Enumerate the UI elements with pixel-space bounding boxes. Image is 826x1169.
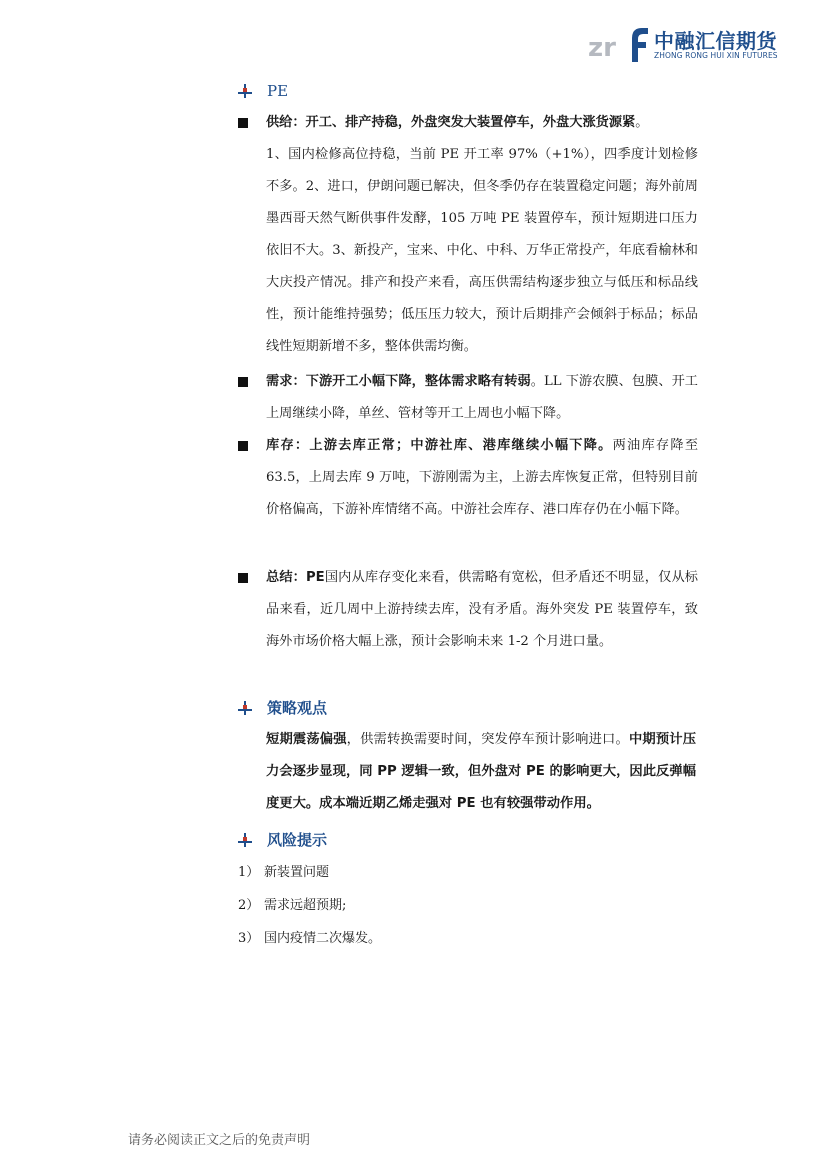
inventory-body: 两油库存降至 63.5，上周去库 9 万吨，下游刚需为主，上游去库恢复正常，但特别目前价格偏高，下游补库情绪不高。中游社会库存、港口库存仍在小幅下降。 <box>266 438 699 517</box>
risk-item: 2） 需求远超预期; <box>238 898 347 913</box>
risk-item: 1） 新装置问题 <box>238 865 330 880</box>
cross-pointer-icon <box>238 84 252 98</box>
cross-pointer-icon <box>238 701 252 715</box>
demand-body: 。LL 下游农膜、包膜、开工上周继续小降，单丝、管材等开工上周也小幅下降。 <box>266 374 698 421</box>
bullet-square-icon <box>238 573 248 583</box>
strategy-paragraph <box>266 724 696 820</box>
strategy-mid-term: 中期预计压力会逐步显现，同 PP 逻辑一致，但外盘对 PE 的影响更大，因此反弹幅度更大。成本端近期乙烯走强对 PE 也有较强带动作用。 <box>266 732 697 811</box>
summary-lead: 总结：PE <box>266 570 325 585</box>
bullet-square-icon <box>238 441 248 451</box>
summary-paragraph <box>266 562 698 658</box>
inventory-lead: 库存：上游去库正常；中游社库、港库继续小幅下降。 <box>266 438 613 453</box>
zrf-logo-mark-icon <box>588 22 650 64</box>
supply-body: 1、国内检修高位持稳，当前 PE 开工率 97%（+1%），四季度计划检修不多。2、进口，伊朗问题已解决，但冬季仍存在装置稳定问题；海外前周墨西哥天然气断供事件发酵，105 万吨 PE 装置停车，预计短期进口压力依旧不大。3、新投产，宝来、中化、中科、万华正常投产，年底看榆林和大庆投产情况。排产和投产来看，高压供需结构逐步独立与低压和标品线性，预计能维持强势；低压压力较大，预计后期排产会倾斜于标品；标品线性短期新增不多，整体供需均衡。 <box>266 147 698 354</box>
strategy-short-term: 短期震荡偏强 <box>266 732 347 747</box>
company-logo <box>588 22 788 66</box>
section-heading-strategy <box>238 697 327 718</box>
section-heading-pe <box>238 82 288 100</box>
company-name-en: ZHONG RONG HUI XIN FUTURES <box>654 51 778 60</box>
demand-lead: 需求：下游开工小幅下降，整体需求略有转弱 <box>266 374 531 389</box>
strategy-title: 策略观点 <box>267 699 328 717</box>
pe-title: PE <box>267 82 289 100</box>
risk-item: 3） 国内疫情二次爆发。 <box>238 931 382 946</box>
bullet-square-icon <box>238 118 248 128</box>
bullet-square-icon <box>238 377 248 387</box>
inventory-paragraph <box>266 430 698 526</box>
section-heading-risk <box>238 829 327 850</box>
demand-paragraph <box>266 366 698 430</box>
cross-pointer-icon <box>238 833 252 847</box>
svg-text:zr: zr <box>588 33 616 63</box>
risk-title: 风险提示 <box>267 831 328 849</box>
footer-disclaimer: 请务必阅读正文之后的免责声明 <box>128 1133 311 1148</box>
summary-body: 国内从库存变化来看，供需略有宽松，但矛盾还不明显，仅从标品来看，近几周中上游持续去库，没有矛盾。海外突发 PE 装置停车，致海外市场价格大幅上涨，预计会影响未来 1-2 个月进口量。 <box>266 570 698 649</box>
supply-lead: 供给：开工、排产持稳，外盘突发大装置停车，外盘大涨货源紧 <box>266 115 636 130</box>
company-name: 中融汇信期货 <box>654 29 777 53</box>
strategy-normal-text: ，供需转换需要时间，突发停车预计影响进口。 <box>346 732 629 747</box>
supply-paragraph: 供给：开工、排产持稳，外盘突发大装置停车，外盘大涨货源紧。 1、国内检修高位持稳，当前 PE 开工率 97%（+1%），四季度计划检修不多。2、进口，伊朗问题已解决，但冬季仍存在装置稳定问题；海外前周墨西哥天然气断供事件发酵，105 万吨 PE 装置停车，预计短期进口压力依旧不大。3、新投产，宝来、中化、中科、万华正常投产，年底看榆林和大庆投产情况。排产和投产来看，高压供需结构逐步独立与低压和标品线性，预计能维持强势；低压压力较大，预计后期排产会倾斜于标品；标品线性短期新增不多，整体供需均衡。 <box>266 115 698 354</box>
